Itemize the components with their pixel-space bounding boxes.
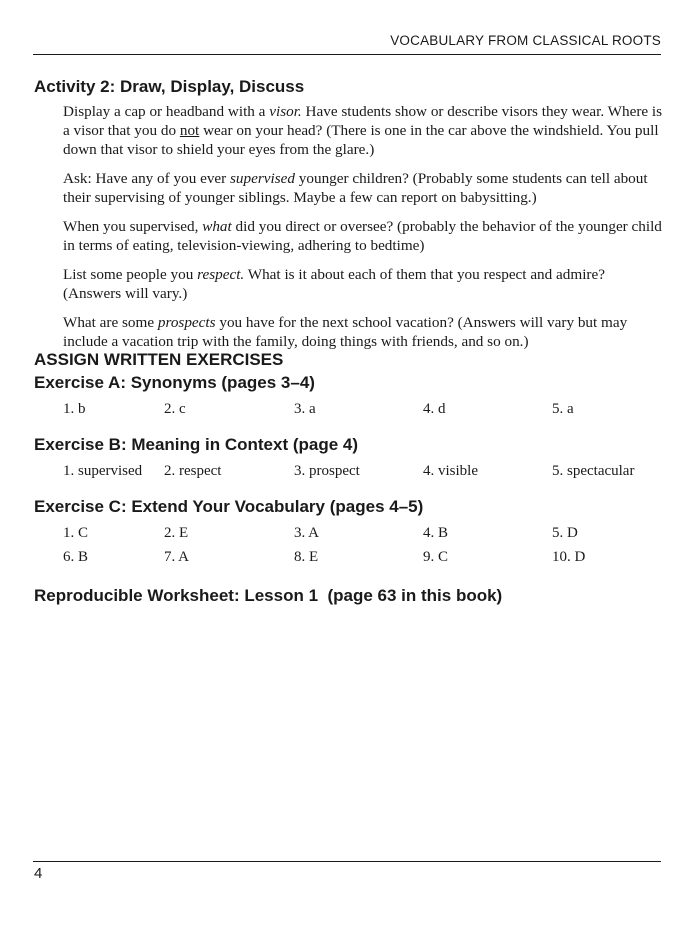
emphasized-term: visor. <box>269 103 302 120</box>
activity-paragraph: Ask: Have any of you ever supervised younger children? (Probably some students can tell about their supervising of younger siblings. Maybe a few can report on babysitting.) <box>63 170 648 206</box>
answer-cell: 4. d <box>423 401 446 417</box>
answer-row <box>0 525 682 545</box>
activity-paragraph: Display a cap or headband with a visor. Have students show or describe visors they wear. Where is a visor that you do not wear on your head? (There is one in the car above the windshield. You pull down that visor to shield your eyes from the glare.) <box>63 103 663 158</box>
emphasized-term: prospects <box>157 314 216 331</box>
assign-heading: ASSIGN WRITTEN EXERCISES <box>34 350 284 369</box>
answer-cell: 7. A <box>164 549 190 565</box>
answer-cell: 5. D <box>552 525 578 541</box>
answer-cell: 2. respect <box>164 463 222 479</box>
answer-cell: 5. spectacular <box>552 463 635 479</box>
answer-cell: 8. E <box>294 549 319 565</box>
answer-cell: 9. C <box>423 549 449 565</box>
answer-cell: 2. E <box>164 525 189 541</box>
worksheet-heading: Reproducible Worksheet: Lesson 1 (page 63 in this book) <box>34 586 503 605</box>
page-number: 4 <box>34 865 43 882</box>
answer-cell: 6. B <box>63 549 89 565</box>
exercise-b-heading: Exercise B: Meaning in Context (page 4) <box>34 435 359 454</box>
answer-cell: 4. visible <box>423 463 478 479</box>
answer-row <box>0 463 682 483</box>
answer-cell: 5. a <box>552 401 574 417</box>
running-header: VOCABULARY FROM CLASSICAL ROOTS <box>390 33 661 48</box>
activity-paragraph: List some people you respect. What is it about each of them that you respect and admire? (Answers will vary.) <box>63 266 605 302</box>
answer-cell: 3. prospect <box>294 463 360 479</box>
activity-body <box>63 102 663 361</box>
activity-paragraph: What are some prospects you have for the next school vacation? (Answers will vary but may include a vacation trip with the family, doing things with friends, and so on.) <box>63 314 628 350</box>
answer-cell: 1. C <box>63 525 89 541</box>
underlined-word: not <box>179 122 200 139</box>
exercise-a-heading: Exercise A: Synonyms (pages 3–4) <box>34 373 315 392</box>
header-rule <box>33 54 661 55</box>
answer-row <box>0 401 682 421</box>
emphasized-term: respect. <box>197 266 245 283</box>
activity-paragraph: When you supervised, what did you direct or oversee? (probably the behavior of the younger child in terms of eating, television-viewing, adhering to bedtime) <box>63 218 662 254</box>
answer-row <box>0 549 682 569</box>
footer-rule <box>33 861 661 862</box>
answer-cell: 3. a <box>294 401 316 417</box>
activity-heading: Activity 2: Draw, Display, Discuss <box>34 77 305 96</box>
emphasized-term: what <box>202 218 232 235</box>
answer-cell: 1. b <box>63 401 86 417</box>
answer-cell: 2. c <box>164 401 186 417</box>
answer-cell: 10. D <box>552 549 586 565</box>
emphasized-term: supervised <box>230 170 295 187</box>
exercise-c-heading: Exercise C: Extend Your Vocabulary (pages 4–5) <box>34 497 424 516</box>
answer-cell: 3. A <box>294 525 320 541</box>
answer-cell: 4. B <box>423 525 449 541</box>
answer-cell: 1. supervised <box>63 463 143 479</box>
